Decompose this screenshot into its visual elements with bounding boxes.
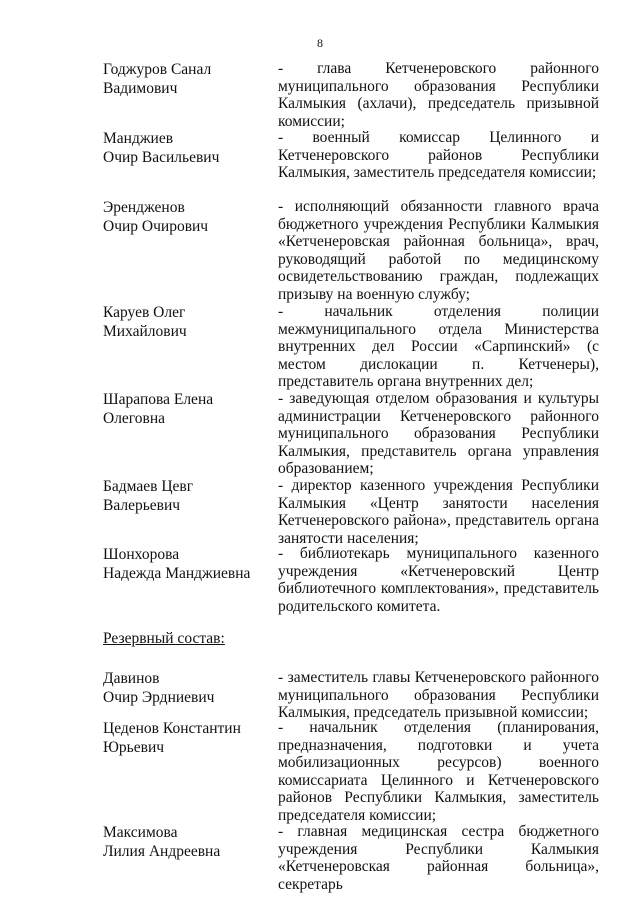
member-name: Давинов Очир Эрдниевич <box>103 670 215 706</box>
member-description: - военный комиссар Целинного и Кетченеровского районов Республики Калмыкия, заместитель председателя комиссии; <box>278 129 599 181</box>
member-description: - исполняющий обязанности главного врача бюджетного учреждения Республики Калмыкия «Кетченеровская районная больница», врач, руководящий работой по медицинскому освидетельствованию граждан, подлежащих призыву на военную службу; <box>278 198 599 303</box>
reserve-section-title: Резервный состав: <box>103 630 225 647</box>
member-name: Цеденов Константин Юрьевич <box>103 720 241 756</box>
member-description: - главная медицинская сестра бюджетного учреждения Республики Калмыкия «Кетченеровская районная больница», секретарь <box>278 823 599 893</box>
member-description: - директор казенного учреждения Республики Калмыкия «Центр занятости населения Кетченеровского района», представитель органа занятости населения; <box>278 477 599 547</box>
member-name: Максимова Лилия Андреевна <box>103 824 221 860</box>
member-description: - заместитель главы Кетченеровского районного муниципального образования Республики Калмыкия, председатель призывной комиссии; <box>278 669 599 721</box>
member-description: - начальник отделения полиции межмуниципального отдела Министерства внутренних дел России «Сарпинский» (с местом дислокации п. Кетченеры), представитель органа внутренних дел; <box>278 303 599 390</box>
member-description: - начальник отделения (планирования, предназначения, подготовки и учета мобилизационных ресурсов) военного комиссариата Целинного и Кетченеровского районов Республики Калмыкия, заместитель председателя комиссии; <box>278 719 599 824</box>
member-name: Каруев Олег Михайлович <box>103 304 187 340</box>
member-description: - глава Кетченеровского районного муниципального образования Республики Калмыкия (ахлачи), председатель призывной комиссии; <box>278 60 599 130</box>
member-name: Шарапова Елена Олеговна <box>103 391 214 427</box>
member-name: Эрендженов Очир Очирович <box>103 199 209 235</box>
member-description: - библиотекарь муниципального казенного учреждения «Кетченеровский Центр библиотечного комплектования», представитель родительского комитета. <box>278 545 599 615</box>
member-description: - заведующая отделом образования и культуры администрации Кетченеровского районного муниципального образования Республики Калмыкия, представитель органа управления образованием; <box>278 390 599 477</box>
member-name: Годжуров Санал Вадимович <box>103 61 212 97</box>
member-name: Манджиев Очир Васильевич <box>103 130 220 166</box>
member-name: Шонхорова Надежда Манджиевна <box>103 546 251 582</box>
page-number: 8 <box>317 36 323 50</box>
member-name: Бадмаев Цевг Валерьевич <box>103 478 194 514</box>
